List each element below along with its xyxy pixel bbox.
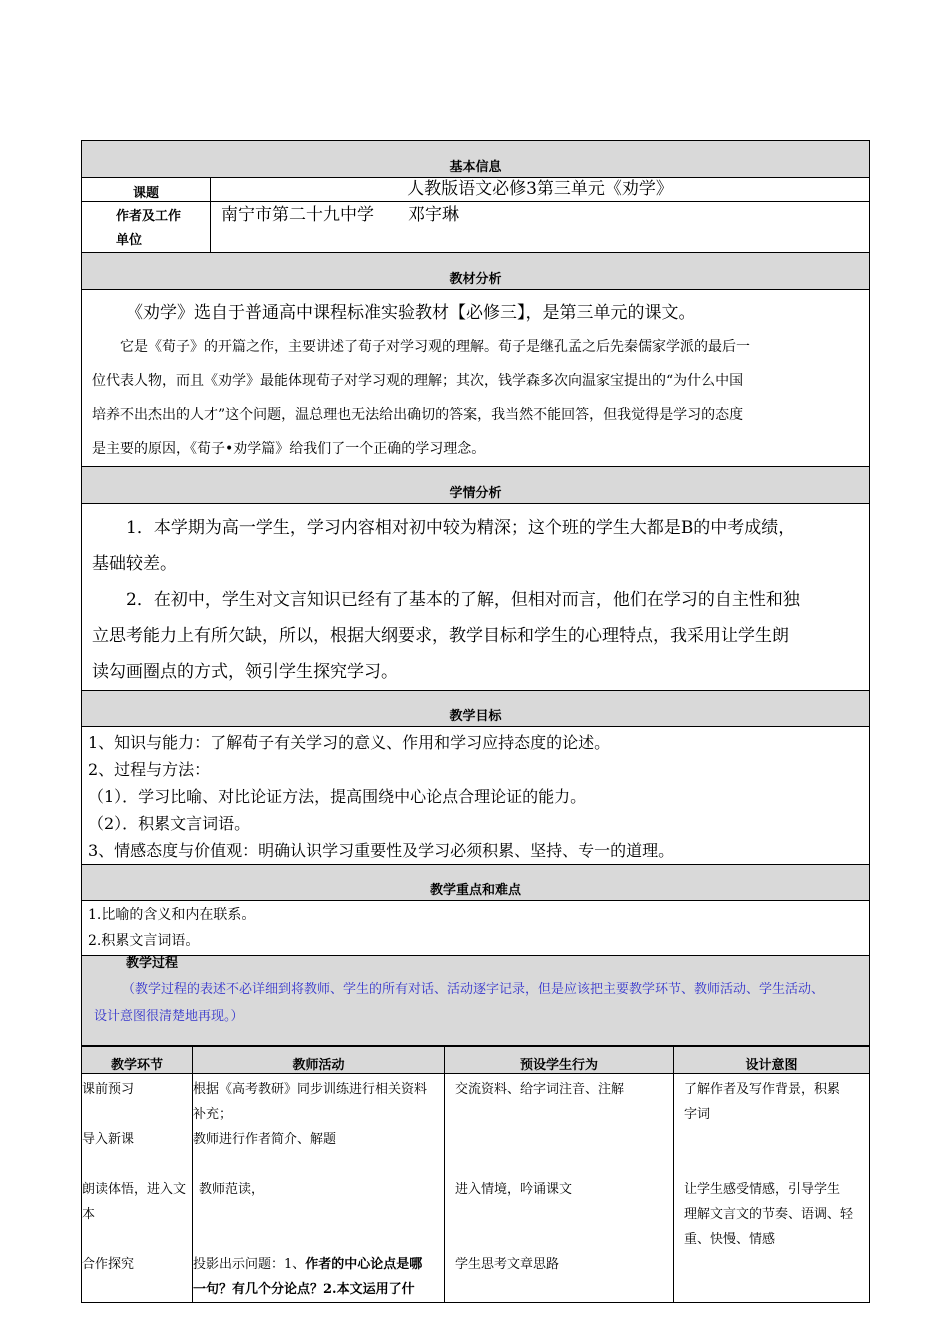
stage-intro: 导入新课 xyxy=(82,1132,135,1147)
stage-reading-line-2: 本 xyxy=(82,1207,96,1222)
student-paragraph-2-line-1: 2．在初中，学生对文言知识已经有了基本的了解，但相对而言，他们在学习的自主性和独 xyxy=(126,590,800,610)
topic-value: 人教版语文必修3第三单元《劝学》 xyxy=(211,178,870,202)
student-reading: 进入情境，吟诵课文 xyxy=(455,1182,573,1197)
intent-reading-line-3: 重、快慢、情感 xyxy=(684,1232,776,1247)
goal-line-5: 3、情感态度与价值观：明确认识学习重要性及学习必须积累、坚持、专一的道理。 xyxy=(88,841,675,860)
goal-line-2: 2、过程与方法： xyxy=(88,760,211,779)
material-paragraph-2-line-4: 是主要的原因，《荀子•劝学篇》给我们了一个正确的学习理念。 xyxy=(92,441,486,457)
student-paragraph-2-line-3: 读勾画圈点的方式，领引学生探究学习。 xyxy=(92,662,398,682)
student-paragraph-1-line-1: 1．本学期为高一学生，学习内容相对初中较为精深；这个班的学生大都是B的中考成绩， xyxy=(126,518,796,538)
intent-reading-line-1: 让学生感受情感，引导学生 xyxy=(684,1182,841,1197)
stage-preview: 课前预习 xyxy=(82,1082,135,1097)
lesson-plan-table xyxy=(81,140,870,1046)
lesson-plan-document xyxy=(81,140,869,1303)
process-title: 教学过程 xyxy=(126,956,179,971)
intent-column xyxy=(674,1074,870,1303)
key-point-line-2: 2.积累文言词语。 xyxy=(88,933,200,949)
teacher-reading: 教师范读， xyxy=(199,1182,265,1197)
material-paragraph-1: 《劝学》选自于普通高中课程标准实验教材【必修三】，是第三单元的课文。 xyxy=(126,303,696,323)
key-point-line-1: 1.比喻的含义和内在联系。 xyxy=(88,907,256,923)
stage-reading-line-1: 朗读体悟，进入文 xyxy=(82,1182,187,1197)
process-header-block xyxy=(82,956,870,1046)
intent-preview-line-1: 了解作者及写作背景，积累 xyxy=(684,1082,841,1097)
teacher-explore-line-1: 投影出示问题：1、作者的中心论点是哪 xyxy=(193,1257,423,1272)
material-paragraph-2-line-3: 培养不出杰出的人才”这个问题，温总理也无法给出确切的答案，我当然不能回答，但我觉得是学习的态度 xyxy=(92,407,744,423)
material-paragraph-2-line-2: 位代表人物，而且《劝学》最能体现荀子对学习观的理解；其次，钱学森多次向温家宝提出的“为什么中国 xyxy=(92,373,744,389)
col-header-teacher: 教师活动 xyxy=(193,1047,445,1074)
stage-column xyxy=(82,1074,193,1303)
section-header-goals: 教学目标 xyxy=(82,691,870,727)
author-value: 南宁市第二十九中学 邓宇琳 xyxy=(211,202,870,253)
student-preview: 交流资料、给字词注音、注解 xyxy=(455,1082,625,1097)
student-column xyxy=(445,1074,674,1303)
col-header-intent: 设计意图 xyxy=(674,1047,870,1074)
student-analysis-body xyxy=(82,504,870,691)
student-explore: 学生思考文章思路 xyxy=(455,1257,560,1272)
col-header-student: 预设学生行为 xyxy=(445,1047,674,1074)
teacher-explore-line-2: 一句？有几个分论点？2.本文运用了什 xyxy=(193,1282,415,1297)
material-paragraph-2-line-1: 它是《荀子》的开篇之作，主要讲述了荀子对学习观的理解。荀子是继孔孟之后先秦儒家学派的最后一 xyxy=(120,339,750,355)
material-analysis-body xyxy=(82,290,870,467)
section-header-students: 学情分析 xyxy=(82,467,870,504)
goal-line-4: （2）．积累文言词语。 xyxy=(88,814,251,833)
goals-body xyxy=(82,727,870,865)
process-note-line-2: 设计意图很清楚地再现。） xyxy=(94,1009,244,1024)
process-table xyxy=(81,1046,870,1303)
key-points-body xyxy=(82,901,870,956)
section-header-basic-info: 基本信息 xyxy=(82,141,870,178)
intent-reading-line-2: 理解文言文的节奏、语调、轻 xyxy=(684,1207,854,1222)
goal-line-1: 1、知识与能力：了解荀子有关学习的意义、作用和学习应持态度的论述。 xyxy=(88,733,611,752)
topic-label: 课题 xyxy=(82,178,211,202)
teacher-preview-line-1: 根据《高考教研》同步训练进行相关资料 xyxy=(193,1082,428,1097)
student-paragraph-1-line-2: 基础较差。 xyxy=(92,554,177,574)
col-header-stage: 教学环节 xyxy=(82,1047,193,1074)
section-header-material: 教材分析 xyxy=(82,253,870,290)
teacher-intro: 教师进行作者简介、解题 xyxy=(193,1132,337,1147)
goal-line-3: （1）．学习比喻、对比论证方法，提高围绕中心论点合理论证的能力。 xyxy=(88,787,587,806)
teacher-column xyxy=(193,1074,445,1303)
intent-preview-line-2: 字词 xyxy=(684,1107,711,1122)
student-paragraph-2-line-2: 立思考能力上有所欠缺，所以，根据大纲要求，教学目标和学生的心理特点，我采用让学生朗 xyxy=(92,626,789,646)
teacher-preview-line-2: 补充； xyxy=(193,1107,233,1122)
section-header-key-points: 教学重点和难点 xyxy=(82,865,870,901)
process-note-line-1: （教学过程的表述不必详细到将教师、学生的所有对话、活动逐字记录，但是应该把主要教学环节、教师活动、学生活动、 xyxy=(122,982,825,997)
stage-explore: 合作探究 xyxy=(82,1257,135,1272)
author-label: 作者及工作 单位 xyxy=(82,202,211,253)
